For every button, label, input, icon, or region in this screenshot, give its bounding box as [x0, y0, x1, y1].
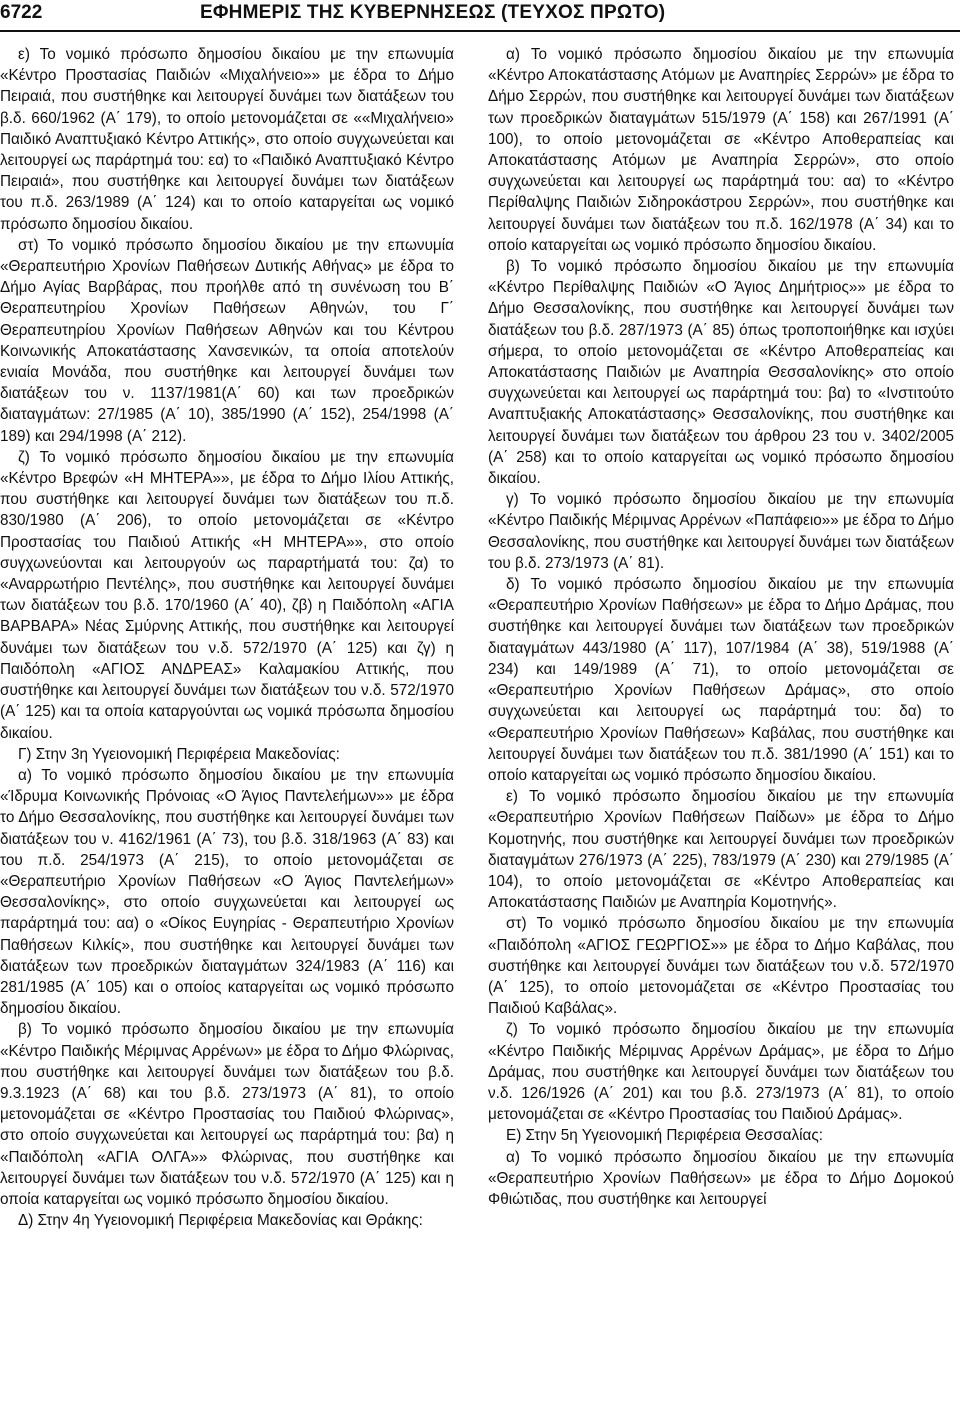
paragraph: α) Το νομικό πρόσωπο δημοσίου δικαίου με την επωνυμία «Θεραπευτήριο Χρονίων Παθήσεων» με έδρα το Δήμο Δομοκού Φθιώτιδας, που συστήθηκε και λειτουργεί [488, 1148, 954, 1208]
header-rule [0, 30, 960, 32]
paragraph: β) Το νομικό πρόσωπο δημοσίου δικαίου με την επωνυμία «Κέντρο Περίθαλψης Παιδιών «Ο Άγιος Δημήτριος»» με έδρα το Δήμο Θεσσαλονίκης, που συστήθηκε και λειτουργεί δυνάμει των διατάξεων του β.δ. 287/1973 (Α΄ 85) όπως τροποποιήθηκε και ισχύει σήμερα, το οποίο μετονομάζεται σε «Κέντρο Αποθεραπείας και Αποκατάστασης Παιδιών με Αναπηρία Θεσσαλονίκης» στο οποίο συγχωνεύεται και λειτουργεί ως παράρτημά του: βα) το «Ινστιτούτο Αναπτυξιακής Αποκατάστασης» Θεσσαλονίκης, που συστήθηκε και λειτουργεί δυνάμει των διατάξεων του άρθρου 23 του ν. 3402/2005 (Α΄ 258) και το οποίο καταργείται ως νομικό πρόσωπο δημοσίου δικαίου. [488, 258, 954, 488]
paragraph: ζ) Το νομικό πρόσωπο δημοσίου δικαίου με την επωνυμία «Κέντρο Βρεφών «Η ΜΗΤΕΡΑ»», με έδρα το Δήμο Ιλίου Αττικής, που συστήθηκε και λειτουργεί δυνάμει των διατάξεων του π.δ. 830/1980 (Α΄ 206), το οποίο μετονομάζεται σε «Κέντρο Προστασίας του Παιδιού Αττικής «Η ΜΗΤΕΡΑ»», στο οποίο συγχωνεύονται και λειτουργούν ως παραρτήματά του: ζα) το «Αναρρωτήριο Πεντέλης», που συστήθηκε και λειτουργεί δυνάμει των διατάξεων του β.δ. 170/1960 (Α΄ 40), ζβ) η Παιδόπολη «ΑΓΙΑ ΒΑΡΒΑΡΑ» Νέας Σμύρνης Αττικής, που συστήθηκε και λειτουργεί δυνάμει των διατάξεων του ν.δ. 572/1970 (Α΄ 125) και ζγ) η Παιδόπολη «ΑΓΙΟΣ ΑΝΔΡΕΑΣ» Καλαμακίου Αττικής, που συστήθηκε και λειτουργεί δυνάμει των διατάξεων του ν.δ. 572/1970 (Α΄ 125) και τα οποία καταργούνται ως νομικά πρόσωπα δημοσίου δικαίου. [0, 448, 454, 742]
section-heading: Ε) Στην 5η Υγειονομική Περιφέρεια Θεσσαλίας: [506, 1127, 823, 1145]
section-heading: Δ) Στην 4η Υγειονομική Περιφέρεια Μακεδονίας και Θράκης: [18, 1212, 423, 1230]
section-heading: Γ) Στην 3η Υγειονομική Περιφέρεια Μακεδονίας: [18, 745, 340, 763]
left-column [0, 44, 454, 1231]
paragraph: ε) Το νομικό πρόσωπο δημοσίου δικαίου με την επωνυμία «Κέντρο Προστασίας Παιδιών «Μιχαλήνειο»» με έδρα το Δήμο Πειραιά, που συστήθηκε και λειτουργεί δυνάμει των διατάξεων του β.δ. 660/1962 (Α΄ 179), το οποίο μετονομάζεται σε ««Μιχαλήνειο» Παιδικό Αναπτυξιακό Κέντρο Αττικής», στο οποίο συγχωνεύεται και λειτουργεί ως παράρτημά του: εα) το «Παιδικό Αναπτυξιακό Κέντρο Πειραιά», που συστήθηκε και λειτουργεί δυνάμει των διατάξεων του π.δ. 263/1989 (Α΄ 124) και το οποίο καταργείται ως νομικό πρόσωπο δημοσίου δικαίου. [0, 46, 454, 233]
paragraph: β) Το νομικό πρόσωπο δημοσίου δικαίου με την επωνυμία «Κέντρο Παιδικής Μέριμνας Αρρένων» με έδρα το Δήμο Φλώρινας, που συστήθηκε και λειτουργεί δυνάμει των διατάξεων του β.δ. 9.3.1923 (Α΄ 68) και του β.δ. 273/1973 (Α΄ 81), το οποίο μετονομάζεται σε «Κέντρο Προστασίας του Παιδιού Φλώρινας», στο οποίο συγχωνεύεται και λειτουργεί ως παράρτημά του: βα) η «Παιδόπολη «ΑΓΙΑ ΟΛΓΑ»» Φλώρινας, που συστήθηκε και λειτουργεί δυνάμει των διατάξεων του ν.δ. 572/1970 (Α΄ 125) και η οποία καταργείται ως νομικό πρόσωπο δημοσίου δικαίου. [0, 1021, 454, 1208]
paragraph: α) Το νομικό πρόσωπο δημοσίου δικαίου με την επωνυμία «Κέντρο Αποκατάστασης Ατόμων με Αναπηρίες Σερρών» με έδρα το Δήμο Σερρών, που συστήθηκε και λειτουργεί δυνάμει των διατάξεων των προεδρικών διαταγμάτων 515/1979 (Α΄ 158) και 267/1991 (Α΄ 100), το οποίο μετονομάζεται σε «Κέντρο Αποθεραπείας και Αποκατάστασης Ατόμων με Αναπηρία Σερρών», στο οποίο συγχωνεύεται και λειτουργεί ως παράρτημά του: αα) το «Κέντρο Περίθαλψης Παιδιών Σιδηροκάστρου Σερρών», που συστήθηκε και λειτουργεί δυνάμει των διατάξεων του π.δ. 162/1978 (Α΄ 34) και το οποίο καταργείται ως νομικό πρόσωπο δημοσίου δικαίου. [488, 46, 954, 254]
paragraph: α) Το νομικό πρόσωπο δημοσίου δικαίου με την επωνυμία «Ίδρυμα Κοινωνικής Πρόνοιας «Ο Άγιος Παντελεήμων»» με έδρα το Δήμο Θεσσαλονίκης, που συστήθηκε και λειτουργεί δυνάμει των διατάξεων του ν. 4162/1961 (Α΄ 73), του β.δ. 318/1963 (Α΄ 83) και του π.δ. 254/1973 (Α΄ 215), το οποίο μετονομάζεται σε «Θεραπευτήριο Χρονίων Παθήσεων «Ο Άγιος Παντελεήμων» Θεσσαλονίκης», στο οποίο συγχωνεύεται και λειτουργεί ως παράρτημά του: αα) ο «Οίκος Ευγηρίας - Θεραπευτήριο Χρονίων Παθήσεων Κιλκίς», που συστήθηκε και λειτουργεί δυνάμει των διατάξεων των προεδρικών διαταγμάτων 324/1983 (Α΄ 116) και 281/1985 (Α΄ 105) και ο οποίος καταργείται ως νομικό πρόσωπο δημοσίου δικαίου. [0, 766, 454, 1018]
paragraph: ε) Το νομικό πρόσωπο δημοσίου δικαίου με την επωνυμία «Θεραπευτήριο Χρονίων Παθήσεων Παίδων» με έδρα το Δήμο Κομοτηνής, που συστήθηκε και λειτουργεί δυνάμει των προεδρικών διαταγμάτων 276/1973 (Α΄ 225), 783/1979 (Α΄ 230) και 279/1985 (Α΄ 104), το οποίο μετονομάζεται σε «Κέντρο Αποθεραπείας και Αποκατάστασης Παιδιών με Αναπηρία Κομοτηνής». [488, 788, 954, 912]
page-header [0, 0, 960, 34]
paragraph: ζ) Το νομικό πρόσωπο δημοσίου δικαίου με την επωνυμία «Κέντρο Παιδικής Μέριμνας Αρρένων Δράμας», με έδρα το Δήμο Δράμας, που συστήθηκε και λειτουργεί δυνάμει των διατάξεων του ν.δ. 126/1926 (Α΄ 201) και του β.δ. 273/1973 (Α΄ 81), το οποίο μετονομάζεται σε «Κέντρο Προστασίας του Παιδιού Δράμας». [488, 1021, 954, 1124]
right-column [488, 44, 954, 1210]
paragraph: στ) Το νομικό πρόσωπο δημοσίου δικαίου με την επωνυμία «Θεραπευτήριο Χρονίων Παθήσεων Δυτικής Αθήνας» με έδρα το Δήμο Αγίας Βαρβάρας, που προήλθε από τη συνένωση του Β΄ Θεραπευτηρίου Χρονίων Παθήσεων Αθηνών, του Γ΄ Θεραπευτηρίου Χρονίων Παθήσεων Αθηνών και του Κέντρου Κοινωνικής Αποκατάστασης Χανσενικών, τα οποία αποτελούν ενιαία Μονάδα, που συστήθηκε και λειτουργεί δυνάμει των διατάξεων του ν. 1137/1981(Α΄ 60) και των προεδρικών διαταγμάτων: 27/1985 (Α΄ 10), 385/1990 (Α΄ 152), 254/1998 (Α΄ 189) και 294/1998 (Α΄ 212). [0, 236, 454, 445]
paragraph: γ) Το νομικό πρόσωπο δημοσίου δικαίου με την επωνυμία «Κέντρο Παιδικής Μέριμνας Αρρένων «Παπάφειο»» με έδρα το Δήμο Θεσσαλονίκης, που συστήθηκε και λειτουργεί δυνάμει των διατάξεων του β.δ. 273/1973 (Α΄ 81). [488, 491, 954, 572]
paragraph: στ) Το νομικό πρόσωπο δημοσίου δικαίου με την επωνυμία «Παιδόπολη «ΑΓΙΟΣ ΓΕΩΡΓΙΟΣ»» με έδρα το Δήμο Καβάλας, που συστήθηκε και λειτουργεί δυνάμει των διατάξεων του ν.δ. 572/1970 (Α΄ 125), το οποίο μετονομάζεται σε «Κέντρο Προστασίας του Παιδιού Καβάλας». [488, 915, 954, 1018]
page-number: 6722 [0, 2, 43, 23]
paragraph: δ) Το νομικό πρόσωπο δημοσίου δικαίου με την επωνυμία «Θεραπευτήριο Χρονίων Παθήσεων» με έδρα το Δήμο Δράμας, που συστήθηκε και λειτουργεί δυνάμει των διατάξεων των προεδρικών διαταγμάτων 443/1980 (Α΄ 117), 107/1984 (Α΄ 38), 519/1988 (Α΄ 234) και 149/1989 (Α΄ 71), το οποίο μετονομάζεται σε «Θεραπευτήριο Χρονίων Παθήσεων Δράμας», στο οποίο συγχωνεύεται και λειτουργεί ως παράρτημά του: δα) το «Θεραπευτήριο Χρονίων Παθήσεων» Καβάλας, που συστήθηκε και λειτουργεί δυνάμει των διατάξεων του π.δ. 381/1990 (Α΄ 151) και το οποίο καταργείται ως νομικό πρόσωπο δημοσίου δικαίου. [488, 576, 954, 784]
gazette-title: ΕΦΗΜΕΡΙΣ ΤΗΣ ΚΥΒΕΡΝΗΣΕΩΣ (ΤΕΥΧΟΣ ΠΡΩΤΟ) [200, 2, 666, 23]
